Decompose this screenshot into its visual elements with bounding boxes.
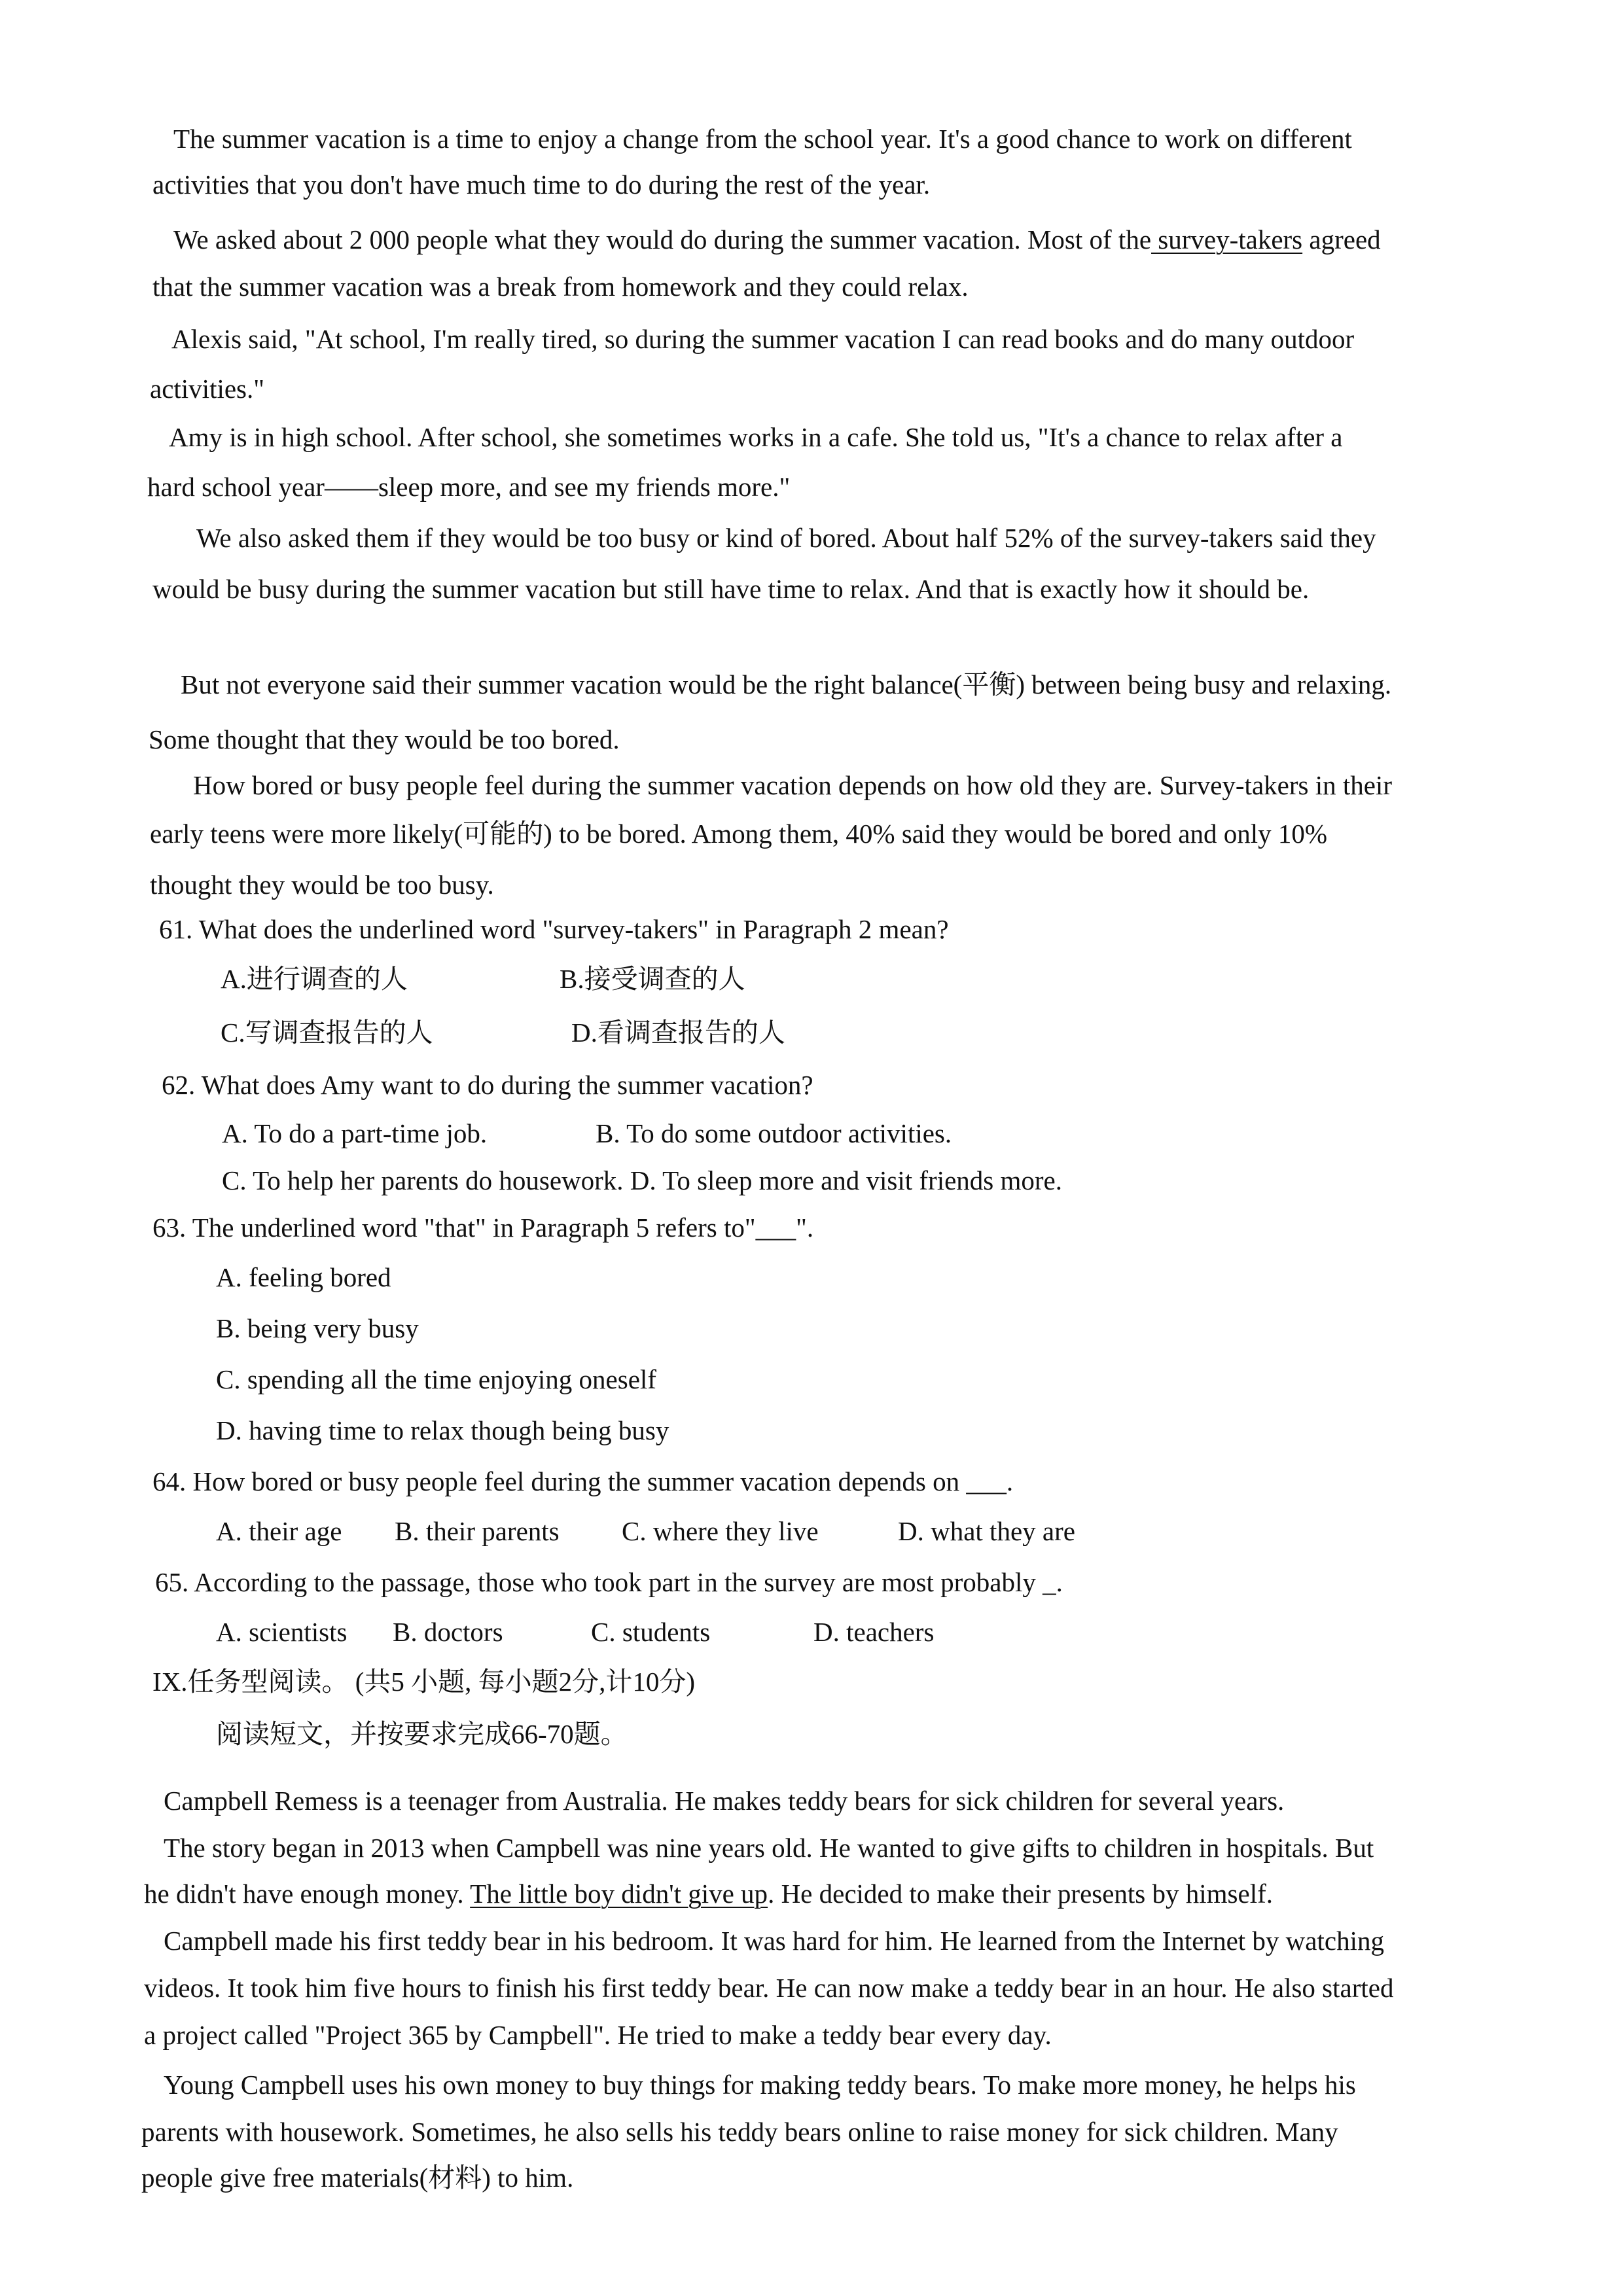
section-heading: IX.任务型阅读。 (共5 小题, 每小题2分,计10分) <box>152 1667 696 1697</box>
question-61: 61. What does the underlined word "survey-takers" in Paragraph 2 mean? <box>159 914 949 944</box>
passage1-line: hard school year——sleep more, and see my friends more." <box>147 472 791 502</box>
passage1-line <box>173 222 1381 256</box>
option[interactable]: B. To do some outdoor activities. <box>596 1118 952 1148</box>
passage2-line: a project called "Project 365 by Campbell". He tried to make a teddy bear every day. <box>144 2020 1052 2050</box>
option[interactable]: D. having time to relax though being busy <box>216 1415 669 1445</box>
option[interactable]: B. doctors <box>393 1617 503 1647</box>
passage1-line: We also asked them if they would be too busy or kind of bored. About half 52% of the survey-takers said they <box>196 523 1376 553</box>
option[interactable]: C. where they live <box>622 1516 819 1546</box>
text-run: We asked about 2 000 people what they would do during the summer vacation. Most of the <box>173 224 1152 255</box>
passage1-line: would be busy during the summer vacation but still have time to relax. And that is exactly how it should be. <box>152 574 1310 604</box>
passage2-line: people give free materials(材料) to him. <box>141 2163 574 2193</box>
passage1-line: activities that you don't have much time to do during the rest of the year. <box>152 169 931 200</box>
question-63: 63. The underlined word "that" in Paragraph 5 refers to"___". <box>152 1212 814 1243</box>
passage1-line: Alexis said, "At school, I'm really tired, so during the summer vacation I can read books and do many outdoor <box>171 324 1355 354</box>
option[interactable]: D. what they are <box>898 1516 1075 1546</box>
passage1-line: The summer vacation is a time to enjoy a change from the school year. It's a good chance to work on different <box>173 124 1352 154</box>
option[interactable]: D.看调查报告的人 <box>571 1017 785 1048</box>
option[interactable]: B.接受调查的人 <box>560 964 745 994</box>
passage1-line: But not everyone said their summer vacation would be the right balance(平衡) between being busy and relaxing. <box>181 669 1392 699</box>
passage1-line: thought they would be too busy. <box>150 870 494 900</box>
option[interactable]: B. their parents <box>395 1516 560 1546</box>
question-64: 64. How bored or busy people feel during the summer vacation depends on ___. <box>152 1466 1014 1496</box>
underlined-sentence: The little boy didn't give up <box>470 1879 768 1909</box>
option[interactable]: A. their age <box>216 1516 342 1546</box>
text-run: he didn't have enough money. <box>144 1879 471 1909</box>
option[interactable]: A. To do a part-time job. <box>222 1118 488 1148</box>
passage2-line: parents with housework. Sometimes, he also sells his teddy bears online to raise money for sick children. Many <box>141 2117 1338 2147</box>
option[interactable]: A. feeling bored <box>216 1262 391 1292</box>
passage2-line: The story began in 2013 when Campbell was nine years old. He wanted to give gifts to children in hospitals. But <box>164 1833 1374 1863</box>
option[interactable]: D. teachers <box>813 1617 935 1647</box>
passage2-line: Young Campbell uses his own money to buy things for making teddy bears. To make more money, he helps his <box>164 2070 1356 2100</box>
option[interactable]: C. students <box>591 1617 711 1647</box>
passage1-line: early teens were more likely(可能的) to be bored. Among them, 40% said they would be bored and only 10% <box>150 819 1327 849</box>
option[interactable]: B. being very busy <box>216 1313 419 1343</box>
passage1-line: How bored or busy people feel during the summer vacation depends on how old they are. Survey-takers in their <box>193 770 1392 800</box>
question-62: 62. What does Amy want to do during the summer vacation? <box>162 1070 813 1100</box>
passage2-line: videos. It took him five hours to finish his first teddy bear. He can now make a teddy bear in an hour. He also started <box>144 1973 1394 2003</box>
passage2-line: Campbell Remess is a teenager from Australia. He makes teddy bears for sick children for several years. <box>164 1786 1285 1816</box>
question-65: 65. According to the passage, those who took part in the survey are most probably _. <box>155 1567 1063 1597</box>
text-run: . He decided to make their presents by himself. <box>768 1879 1273 1909</box>
passage1-line: Amy is in high school. After school, she sometimes works in a cafe. She told us, "It's a chance to relax after a <box>169 422 1343 452</box>
option[interactable]: C.写调查报告的人 <box>221 1017 433 1048</box>
option[interactable]: A. scientists <box>216 1617 348 1647</box>
underlined-word-survey-takers: survey-takers <box>1151 224 1303 255</box>
passage1-line: Some thought that they would be too bored. <box>149 724 620 754</box>
option[interactable]: C. spending all the time enjoying oneself <box>216 1364 656 1394</box>
section-instruction: 阅读短文，并按要求完成66-70题。 <box>216 1719 628 1749</box>
option[interactable]: C. To help her parents do housework. D. To sleep more and visit friends more. <box>222 1165 1062 1195</box>
passage2-line: Campbell made his first teddy bear in his bedroom. It was hard for him. He learned from the Internet by watching <box>164 1926 1384 1956</box>
option[interactable]: A.进行调查的人 <box>221 964 408 994</box>
passage2-line <box>144 1877 1273 1911</box>
text-run: agreed <box>1302 224 1381 255</box>
passage1-line: activities." <box>150 374 264 404</box>
passage1-line: that the summer vacation was a break from homework and they could relax. <box>152 272 969 302</box>
